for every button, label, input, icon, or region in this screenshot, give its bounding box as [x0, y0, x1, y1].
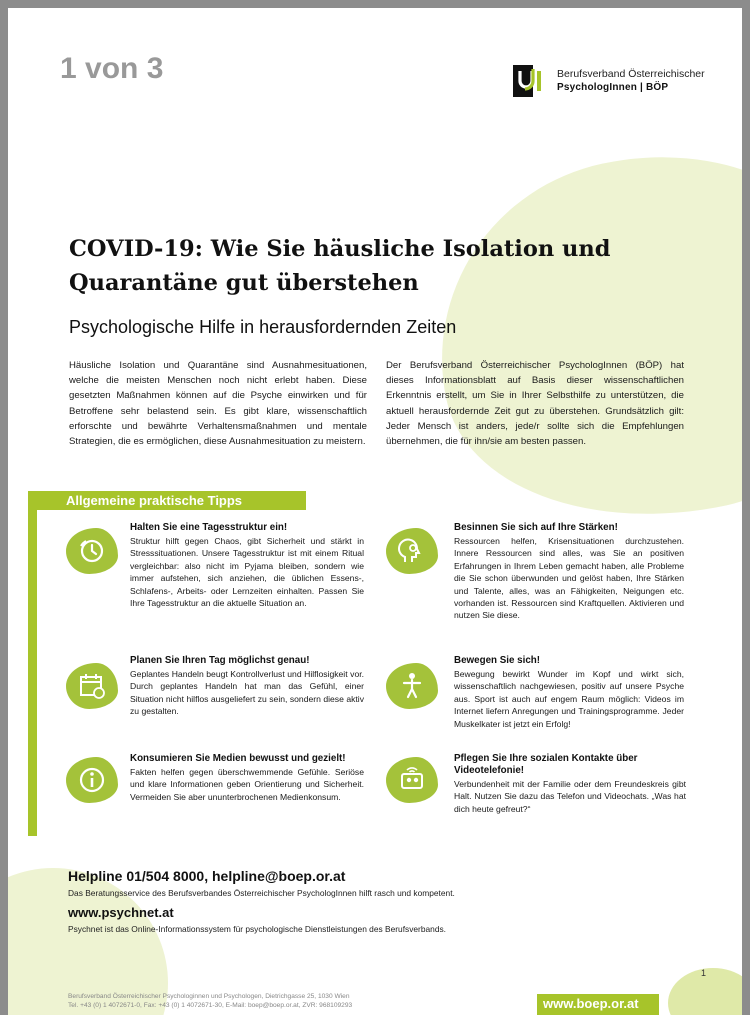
page-subtitle: Psychologische Hilfe in herausfordernden Zeiten [69, 317, 457, 337]
clock-icon [66, 528, 118, 574]
title-line1: COVID-19: Wie Sie häusliche Isolation und [69, 236, 611, 262]
tip-body: Ressourcen helfen, Krisensituationen durchzustehen. Innere Ressourcen sind alles, was Sie an positiven Erfahrungen in Ihrem Leben gemacht haben, alle Probleme die Sie schon überwunden und gelöst haben, Ihre Stärken und Talente, alles, was an Fähigkeiten, Neigungen etc. vorhanden ist. Ressourcen sind Kraftquellen. Aktivieren und nutzen Sie diese. [454, 536, 684, 621]
title-line2: Quarantäne gut überstehen [69, 270, 419, 296]
tips-side-rail [28, 510, 37, 836]
head-gear-icon [386, 528, 438, 574]
tip-body: Bewegung bewirkt Wunder im Kopf und wirkt sich, wissenschaftlich nachgewiesen, positiv auf unsere Psyche aus. Sport ist auch auf engem Raum möglich: Videos im Internet liefern Anregungen und Trainingsprogramme. Jeder Muskelkater ist jetzt ein Erfolg! [454, 669, 684, 729]
website-link[interactable]: www.boep.or.at [543, 996, 639, 1011]
tips-heading: Allgemeine praktische Tipps [66, 493, 243, 508]
boep-logo-icon [513, 63, 549, 99]
page-number: 1 [701, 968, 707, 978]
footer-contact: Tel. +43 (0) 1 4072671-0, Fax: +43 (0) 1 4072671-30, E-Mail: boep@boep.or.at, ZVR: 968109293 [68, 1002, 353, 1009]
helpline-description: Das Beratungsservice des Berufsverbandes Österreichischer PsychologInnen hilft rasch und kompetent. [68, 888, 455, 898]
boep-logo [513, 63, 705, 99]
tip-title: Bewegen Sie sich! [454, 655, 541, 666]
tip-body: Verbundenheit mit der Familie oder dem Freundeskreis gibt Halt. Nutzen Sie dazu das Telefon und Videochats. „Was hat dich heute gefreut?“ [454, 779, 686, 814]
intro-paragraph-left: Häusliche Isolation und Quarantäne sind Ausnahmesituationen, welche die meisten Menschen noch nicht erlebt haben. Diese gesetzten Maßnahmen können auf die Psyche einwirken und für Betroffene sehr belastend sein. Es gibt klare, wissenschaftlich erforschte und bewährte Verhaltensmaßnahmen und mentale Strategien, die es ermöglichen, diese Ausnahmesituation zu meistern. [69, 360, 367, 448]
info-icon [66, 757, 118, 803]
tip-title: Pflegen Sie Ihre sozialen Kontakte über Videotelefonie! [454, 753, 638, 776]
calendar-icon [66, 663, 118, 709]
video-call-icon [386, 757, 438, 803]
tip-body: Geplantes Handeln beugt Kontrollverlust und Hilflosigkeit vor. Durch geplantes Handeln hat man das Gefühl, einer Situation nicht hilflos ausgeliefert zu sein, sondern diese aktiv zu gestalten. [130, 669, 364, 717]
psychnet-link[interactable]: www.psychnet.at [68, 905, 174, 920]
page-counter: 1 von 3 [60, 52, 164, 85]
footer-address: Berufsverband Österreichischer Psychologinnen und Psychologen, Dietrichgasse 25, 1030 Wien [68, 993, 350, 1000]
intro-paragraph-right: Der Berufsverband Österreichischer PsychologInnen (BÖP) hat dieses Informationsblatt auf Basis dieser wissenschaftlichen Erkenntnis erstellt, um Sie in Ihrer Selbsthilfe zu unterstützen, die aktuell herausfordernde Zeit gut zu überstehen. Grundsätzlich gilt: Jeder Mensch ist anders, jede/r sollte sich die Empfehlungen übernehmen, die für ihn/sie am besten passen. [386, 360, 684, 448]
helpline-contact: Helpline 01/504 8000, helpline@boep.or.at [68, 868, 346, 884]
tip-title: Konsumieren Sie Medien bewusst und gezielt! [130, 753, 346, 764]
logo-text-line2: PsychologInnen | BÖP [557, 82, 669, 93]
tip-title: Halten Sie eine Tagesstruktur ein! [130, 522, 288, 533]
psychnet-description: Psychnet ist das Online-Informationssystem für psychologische Dienstleistungen des Berufsverbands. [68, 924, 446, 934]
tip-title: Planen Sie Ihren Tag möglichst genau! [130, 655, 310, 666]
tip-title: Besinnen Sie sich auf Ihre Stärken! [454, 522, 618, 533]
logo-text-line1: Berufsverband Österreichischer [557, 68, 705, 80]
tip-body: Struktur hilft gegen Chaos, gibt Sicherheit und stärkt in Stresssituationen. Unsere Tagesstruktur ist mit einem Ritual vergleichbar: also nicht im Pyjama bleiben, sondern wie immer aufstehen, sich anziehen, die üblichen Essens-, Schlafens-, Arbeits- oder Lernzeiten einhalten. Passen Sie Ihre Tagesstruktur an die aktuelle Situation an. [130, 536, 364, 609]
page-title [69, 232, 689, 300]
decorative-blob-top [405, 118, 742, 557]
tip-body: Fakten helfen gegen überschwemmende Gefühle. Seriöse und klare Informationen geben Orientierung und Sicherheit. Vermeiden Sie aber ununterbrochenen Medienkonsum. [130, 767, 364, 802]
document-page [8, 8, 742, 1015]
exercise-icon [386, 663, 438, 709]
